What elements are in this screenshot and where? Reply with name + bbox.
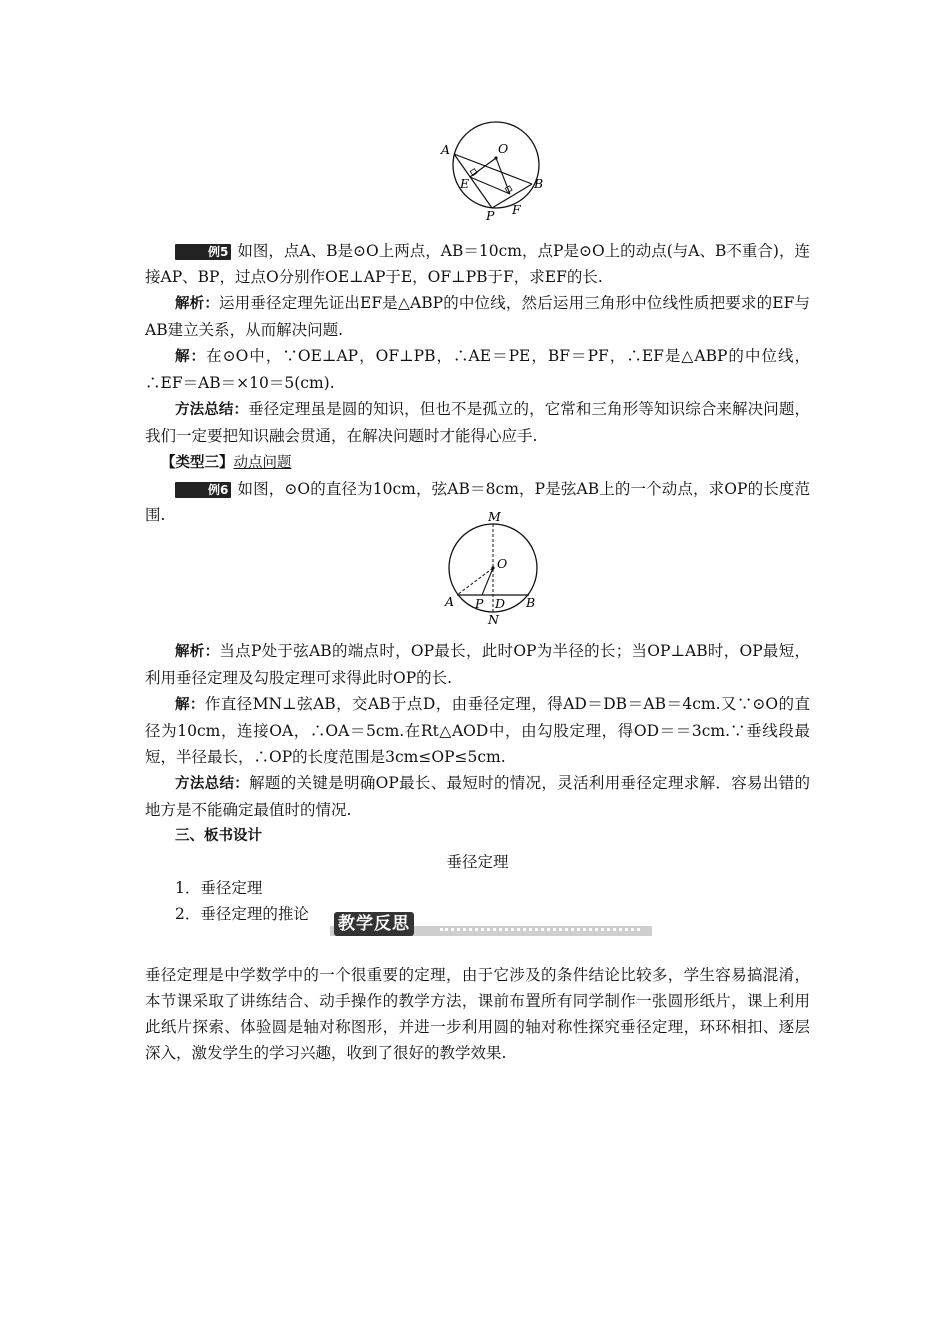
reflection-text: 垂径定理是中学数学中的一个很重要的定理，由于它涉及的条件结论比较多，学生容易搞混淆，本节课采取了讲练结合、动手操作的教学方法，课前布置所有同学制作一张圆形纸片，课上利用此纸片探索、体验圆是轴对称图形，并进一步利用圆的轴对称性探究垂径定理，环环相扣、逐层深入，激发学生的学习兴趣，收到了很好的教学效果. <box>145 966 810 1062</box>
example5-summary: 方法总结：垂径定理虽是圆的知识，但也不是孤立的，它常和三角形等知识综合来解决问题，我们一定要把知识融会贯通，在解决问题时才能得心应手. <box>145 400 810 445</box>
example6-question: 例6 如图，⊙O的直径为10cm，弦AB＝8cm，P是弦AB上的一个动点，求OP的长度范围. <box>145 480 810 524</box>
board-title: 垂径定理 <box>446 853 509 871</box>
reflection-banner-label: 教学反思 <box>334 912 414 936</box>
example5-analysis: 解析：运用垂径定理先证出EF是△ABP的中位线，然后运用三角形中位线性质把要求的EF与AB建立关系，从而解决问题. <box>145 294 811 339</box>
label-e: E <box>460 176 470 191</box>
label-o: O <box>498 141 509 156</box>
example5-badge: 例5 <box>175 244 231 260</box>
board-item-1: 1．垂径定理 <box>175 879 263 897</box>
label-a: A <box>441 142 451 157</box>
label-n: N <box>488 612 499 627</box>
banner-dots <box>440 928 640 936</box>
center-dot-o-2 <box>491 566 494 569</box>
circle-o <box>453 122 539 208</box>
example6-analysis: 解析：当点P处于弦AB的端点时，OP最长，此时OP为半径的长；当OP⊥AB时，OP最短，利用垂径定理及勾股定理可求得此时OP的长. <box>145 642 810 687</box>
figure-diameter-chord <box>438 510 553 628</box>
reflection-banner <box>330 912 652 938</box>
board-heading: 三、板书设计 <box>175 828 262 844</box>
type3-heading: 【类型三】动点问题 <box>161 455 292 471</box>
reflection-section <box>145 962 810 1066</box>
label-p-2: P <box>475 596 484 611</box>
label-b: B <box>534 176 544 191</box>
label-b-2: B <box>526 595 536 610</box>
example5-question: 例5 如图，点A、B是⊙O上两点，AB＝10cm，点P是⊙O上的动点(与A、B不重合)，连接AP、BP，过点O分别作OE⊥AP于E，OF⊥PB于F，求EF的长. <box>145 242 810 286</box>
label-o-2: O <box>497 556 508 571</box>
board-item-2: 2．垂径定理的推论 <box>175 905 309 923</box>
example5-section <box>145 238 810 528</box>
example6-solution: 解：作直径MN⊥弦AB，交AB于点D，由垂径定理，得AD＝DB＝AB＝4cm.又∵⊙O的直径为10cm，连接OA，∴OA＝5cm.在Rt△AOD中，由勾股定理，得OD＝＝3cm.∵垂线段最短，半径最长，∴OP的长度范围是3cm≤OP≤5cm. <box>145 695 810 766</box>
center-dot-o <box>494 156 497 159</box>
example6-summary: 方法总结：解题的关键是明确OP最长、最短时的情况，灵活利用垂径定理求解．容易出错的地方是不能确定最值时的情况. <box>145 774 811 819</box>
label-a-2: A <box>445 594 455 609</box>
example6-section <box>145 638 810 927</box>
label-m: M <box>488 510 501 524</box>
example5-solution: 解：在⊙O中，∵OE⊥AP，OF⊥PB，∴AE＝PE，BF＝PF，∴EF是△ABP的中位线，∴EF＝AB＝×10＝5(cm). <box>145 347 811 392</box>
label-p: P <box>486 208 495 220</box>
label-d: D <box>495 596 506 611</box>
label-f: F <box>512 202 521 217</box>
example6-badge: 例6 <box>175 482 231 498</box>
figure-circle-chords <box>430 110 555 220</box>
segment-oe <box>470 158 496 177</box>
